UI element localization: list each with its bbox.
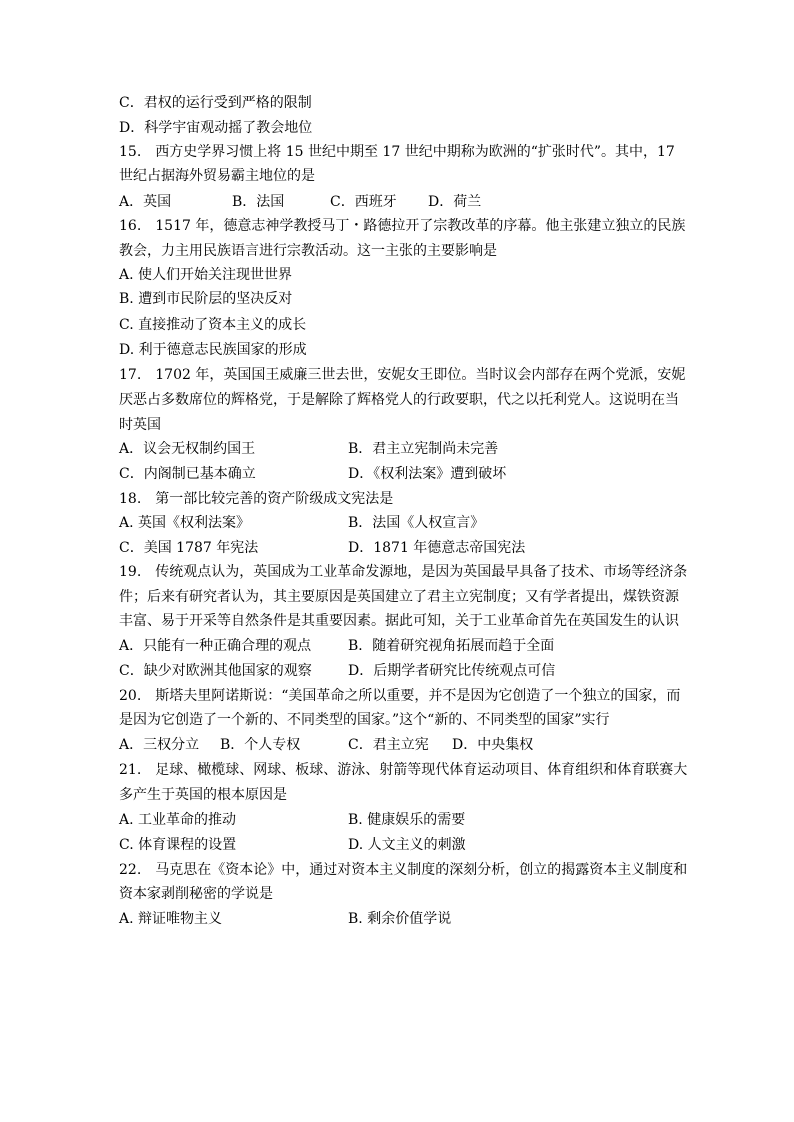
q19-stem-line2: 件；后来有研究者认为，其主要原因是英国建立了君主立宪制度；又有学者提出，煤铁资源 [119,589,679,605]
q20-option-d: D．中央集权 [452,737,534,753]
q21-stem-line2: 多产生于英国的根本原因是 [119,787,287,803]
q22-option-b: B. 剩余价值学说 [348,911,452,927]
q15-option-c: C．西班牙 [330,194,397,210]
q18-option-c: C．美国 1787 年宪法 [119,540,259,556]
q17-option-c: C．内阁制已基本确立 [119,466,256,482]
q19-option-c: C．缺少对欧洲其他国家的观察 [119,663,312,679]
q16-option-a: A. 使人们开始关注现世世界 [119,267,293,283]
q22-stem-line1: 22. 马克思在《资本论》中，通过对资本主义制度的深刻分析，创立的揭露资本主义制度和 [119,862,688,878]
q22-option-a: A. 辩证唯物主义 [119,911,223,927]
q16-option-c: C. 直接推动了资本主义的成长 [119,317,307,333]
q21-option-a: A. 工业革命的推动 [119,812,237,828]
q20-stem-line2: 是因为它创造了一个新的、不同类型的国家。”这个“新的、不同类型的国家”实行 [119,712,610,728]
q18-option-d: D．1871 年德意志帝国宪法 [348,540,526,556]
q20-stem-line1: 20. 斯塔夫里阿诺斯说：“美国革命之所以重要，并不是因为它创造了一个独立的国家，而 [119,688,681,704]
q17-option-b: B．君主立宪制尚未完善 [348,441,499,457]
q16-stem-line2: 教会，力主用民族语言进行宗教活动。这一主张的主要影响是 [119,243,497,259]
q17-stem-line2: 厌恶占多数席位的辉格党，于是解除了辉格党人的行政要职，代之以托利党人。这说明在当 [119,392,679,408]
q15-option-b: B．法国 [232,194,285,210]
q21-stem-line1: 21. 足球、橄榄球、网球、板球、游泳、射箭等现代体育运动项目、体育组织和体育联赛大 [119,762,688,778]
q17-stem-line1: 17. 1702 年，英国国王威廉三世去世，安妮女王即位。当时议会内部存在两个党派，安妮 [119,367,686,383]
q19-stem-line3: 丰富、易于开采等自然条件是其重要因素。据此可知，关于工业革命首先在英国发生的认识 [119,613,679,629]
q17-option-a: A．议会无权制约国王 [119,441,256,457]
q15-option-a: A．英国 [119,194,172,210]
q19-stem-line1: 19. 传统观点认为，英国成为工业革命发源地，是因为英国最早具备了技术、市场等经济条 [119,564,688,580]
q19-option-d: D．后期学者研究比传统观点可信 [348,663,556,679]
q14-option-d: D．科学宇宙观动摇了教会地位 [119,120,313,136]
q20-option-b: B．个人专权 [220,737,301,753]
q18-option-b: B．法国《人权宣言》 [348,515,485,531]
q15-stem-line2: 世纪占据海外贸易霸主地位的是 [119,168,315,184]
q21-option-b: B. 健康娱乐的需要 [348,812,466,828]
q19-option-b: B．随着研究视角拓展而趋于全面 [348,638,555,654]
q18-option-a: A. 英国《权利法案》 [119,515,251,531]
q22-stem-line2: 资本家剥削秘密的学说是 [119,886,273,902]
q21-option-c: C. 体育课程的设置 [119,837,237,853]
q20-option-a: A．三权分立 [119,737,200,753]
q15-option-d: D．荷兰 [428,194,482,210]
q14-option-c: C．君权的运行受到严格的限制 [119,95,312,111]
q15-stem-line1: 15. 西方史学界习惯上将 15 世纪中期至 17 世纪中期称为欧洲的“扩张时代”。其中，17 [119,144,675,160]
q17-stem-line3: 时英国 [119,417,161,433]
q16-stem-line1: 16. 1517 年，德意志神学教授马丁・路德拉开了宗教改革的序幕。他主张建立独立的民族 [119,218,686,234]
q19-option-a: A．只能有一种正确合理的观点 [119,638,312,654]
q17-option-d: D．《权利法案》遭到破坏 [348,466,507,482]
q16-option-d: D. 利于德意志民族国家的形成 [119,342,307,358]
q20-option-c: C．君主立宪 [348,737,429,753]
q18-stem-line1: 18. 第一部比较完善的资产阶级成文宪法是 [119,491,394,507]
q21-option-d: D. 人文主义的刺激 [348,837,466,853]
q16-option-b: B. 遭到市民阶层的坚决反对 [119,291,293,307]
